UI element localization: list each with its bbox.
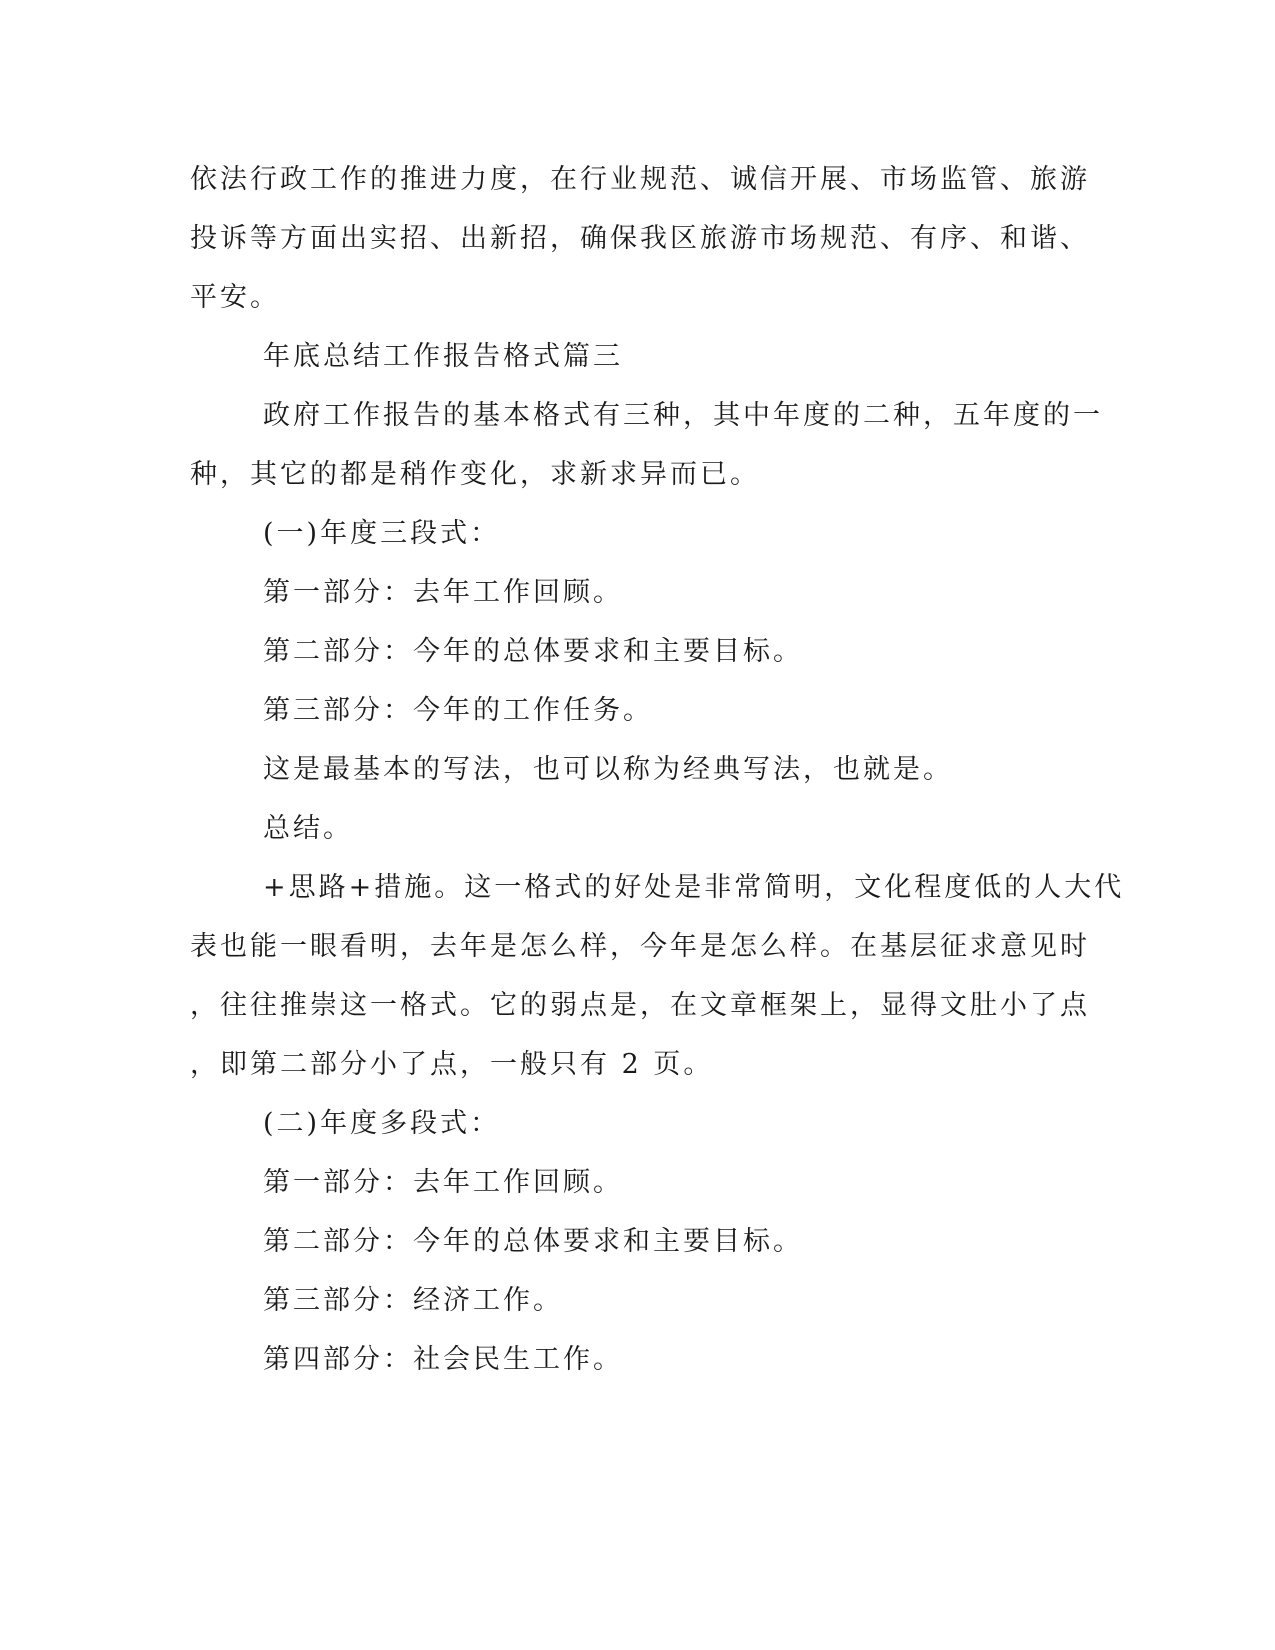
list-item: 第二部分：今年的总体要求和主要目标。 (263, 636, 803, 667)
body-text-line: 政府工作报告的基本格式有三种，其中年度的二种，五年度的一 (263, 400, 1103, 431)
list-item: 第三部分：今年的工作任务。 (263, 695, 653, 726)
subsection-heading: (一)年度三段式： (263, 518, 501, 549)
list-item: 第二部分：今年的总体要求和主要目标。 (263, 1226, 803, 1257)
body-text-line: 投诉等方面出实招、出新招，确保我区旅游市场规范、有序、和谐、 (190, 223, 1090, 254)
body-text-line: ，往往推崇这一格式。它的弱点是，在文章框架上，显得文肚小了点 (190, 990, 1090, 1021)
body-text-line: 总结。 (263, 813, 353, 844)
body-text-line: +思路+措施。这一格式的好处是非常简明，文化程度低的人大代 (263, 872, 1125, 903)
body-text-line: 这是最基本的写法，也可以称为经典写法，也就是。 (263, 754, 953, 785)
subsection-heading: (二)年度多段式： (263, 1108, 501, 1139)
list-item: 第四部分：社会民生工作。 (263, 1344, 623, 1375)
body-text-line: 平安。 (190, 282, 280, 313)
body-text-line: 种，其它的都是稍作变化，求新求异而已。 (190, 459, 760, 490)
body-text-line: 表也能一眼看明，去年是怎么样，今年是怎么样。在基层征求意见时 (190, 931, 1090, 962)
list-item: 第三部分：经济工作。 (263, 1285, 563, 1316)
body-text-line: 依法行政工作的推进力度，在行业规范、诚信开展、市场监管、旅游 (190, 164, 1090, 195)
body-text-line: ，即第二部分小了点，一般只有 2 页。 (190, 1049, 714, 1080)
list-item: 第一部分：去年工作回顾。 (263, 1167, 623, 1198)
section-heading: 年底总结工作报告格式篇三 (263, 341, 623, 372)
list-item: 第一部分：去年工作回顾。 (263, 577, 623, 608)
